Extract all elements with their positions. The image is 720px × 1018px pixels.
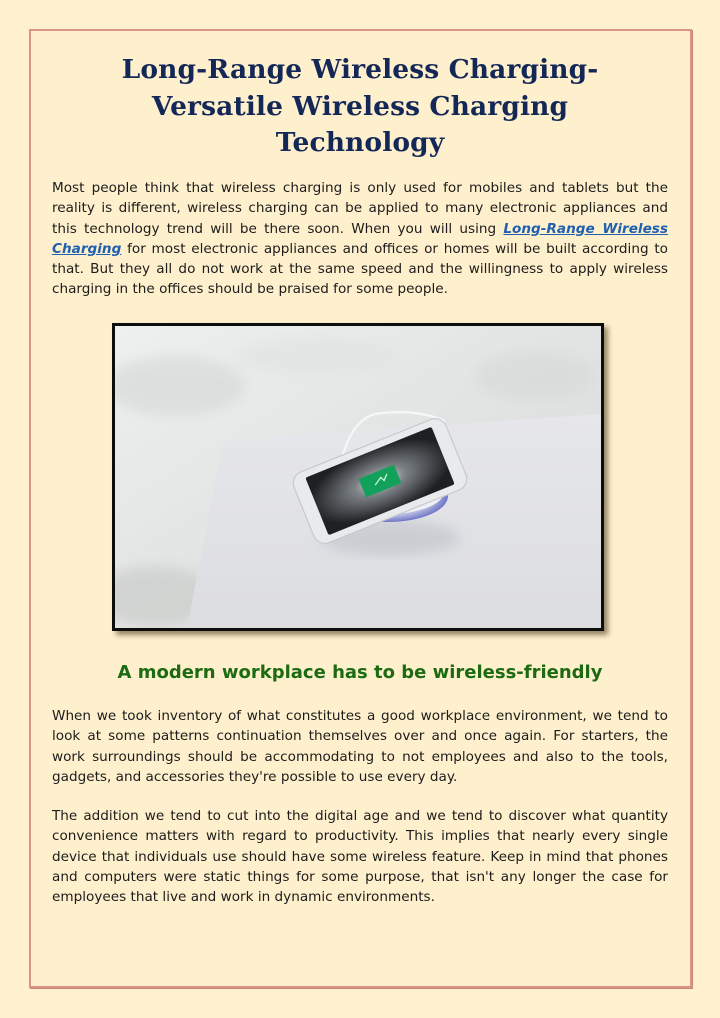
section-heading: A modern workplace has to be wireless-friendly <box>117 662 603 683</box>
wireless-charging-photo <box>112 323 604 631</box>
title-line-1: Long-Range Wireless Charging- <box>121 54 599 85</box>
intro-text-after-link: for most electronic appliances and offices or homes will be built according to that. But they all do not work at the same speed and the willingness to apply wireless charging in the offices should be praised for some people. <box>52 240 668 298</box>
intro-text-before-link: Most people think that wireless charging is only used for mobiles and tablets but the reality is different, wireless charging can be applied to many electronic appliances and this technology trend will be there soon. When you will using <box>52 180 668 237</box>
section-paragraph-2: The addition we tend to cut into the digital age and we tend to discover what quantity convenience matters with regard to productivity. This implies that nearly every single device that individuals use should have some wireless feature. Keep in mind that phones and computers were static things for some purpose, that isn't any longer the case for employees that live and work in dynamic environments. <box>52 808 668 906</box>
long-range-wireless-charging-link[interactable]: Long-Range Wireless Charging <box>52 220 668 257</box>
section-paragraph-1: When we took inventory of what constitutes a good workplace environment, we tend to look at some patterns continuation themselves over and once again. For starters, the work surroundings should be accommodating to not employees and also to the tools, gadgets, and accessories they're possible to use every day. <box>52 708 668 785</box>
page-title <box>0 52 720 162</box>
phone-on-charger-illustration <box>115 326 601 628</box>
title-line-2: Versatile Wireless Charging <box>151 90 569 122</box>
title-line-3: Technology <box>275 127 445 158</box>
intro-paragraph <box>52 178 668 300</box>
